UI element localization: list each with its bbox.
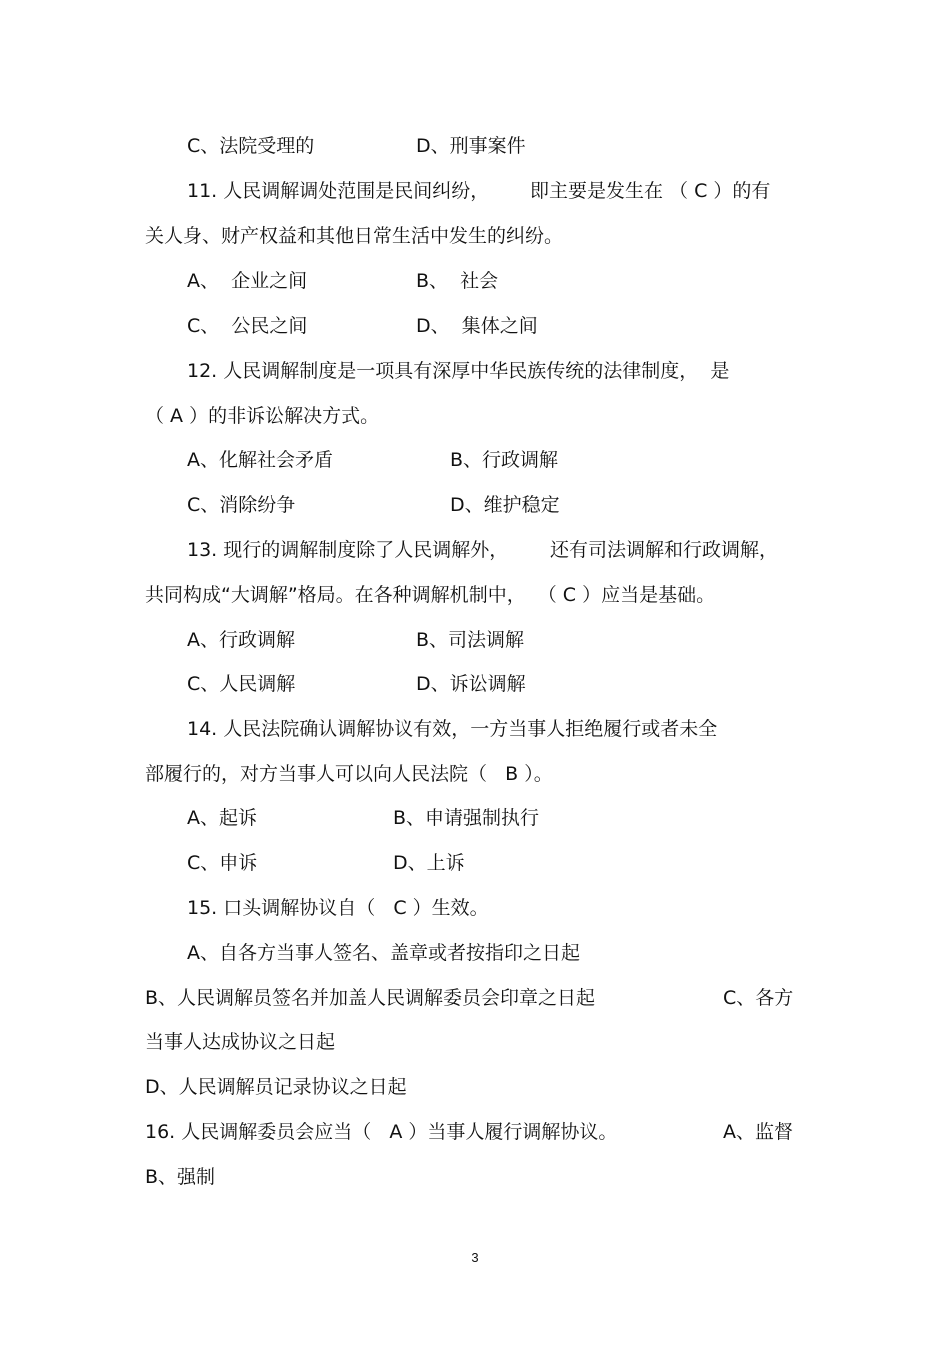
option-line: D、维护稳定: [450, 494, 560, 516]
option-line: C、法院受理的: [187, 135, 315, 157]
option-line: A、自各方当事人签名、盖章或者按指印之日起: [187, 942, 580, 964]
option-line: A、化解社会矛盾: [187, 449, 333, 471]
question-text: 共同构成“大调解”格局。在各种调解机制中， （ C ）应当是基础。: [145, 584, 716, 606]
option-line: A、 企业之间: [187, 270, 308, 292]
question-text: 12. 人民调解制度是一项具有深厚中华民族传统的法律制度， 是: [187, 360, 730, 382]
question-text: （ A ）的非诉讼解决方式。: [145, 405, 380, 427]
option-line: B、强制: [145, 1166, 216, 1188]
question-text: 部履行的，对方当事人可以向人民法院（ B ）。: [145, 763, 553, 785]
option-line: B、行政调解: [450, 449, 559, 471]
option-line: C、 公民之间: [187, 315, 308, 337]
option-line: B、人民调解员签名并加盖人民调解委员会印章之日起: [145, 987, 596, 1009]
option-line: A、监督: [723, 1121, 793, 1143]
question-text: 11. 人民调解调处范围是民间纠纷，: [187, 180, 490, 202]
page-number: 3: [471, 1250, 479, 1265]
question-text: 关人身、财产权益和其他日常生活中发生的纠纷。: [145, 225, 564, 247]
question-text: 16. 人民调解委员会应当（ A ）当事人履行调解协议。: [145, 1121, 618, 1143]
option-line: D、 集体之间: [416, 315, 538, 337]
option-line: B、司法调解: [416, 629, 525, 651]
option-line: B、申请强制执行: [393, 807, 540, 829]
option-line: C、人民调解: [187, 673, 296, 695]
option-line: C、消除纷争: [187, 494, 296, 516]
option-line: C、各方: [723, 987, 794, 1009]
option-line: D、诉讼调解: [416, 673, 526, 695]
option-line: 当事人达成协议之日起: [145, 1031, 336, 1053]
option-line: D、人民调解员记录协议之日起: [145, 1076, 407, 1098]
option-line: D、刑事案件: [416, 135, 526, 157]
question-text: 还有司法调解和行政调解，: [550, 539, 779, 561]
question-text: 13. 现行的调解制度除了人民调解外，: [187, 539, 509, 561]
option-line: D、上诉: [393, 852, 465, 874]
option-line: A、起诉: [187, 807, 257, 829]
option-line: C、申诉: [187, 852, 258, 874]
option-line: B、 社会: [416, 270, 499, 292]
question-text: 即主要是发生在 （ C ）的有: [530, 180, 771, 202]
question-text: 15. 口头调解协议自（ C ）生效。: [187, 897, 489, 919]
option-line: A、行政调解: [187, 629, 295, 651]
question-text: 14. 人民法院确认调解协议有效，一方当事人拒绝履行或者未全: [187, 718, 718, 740]
